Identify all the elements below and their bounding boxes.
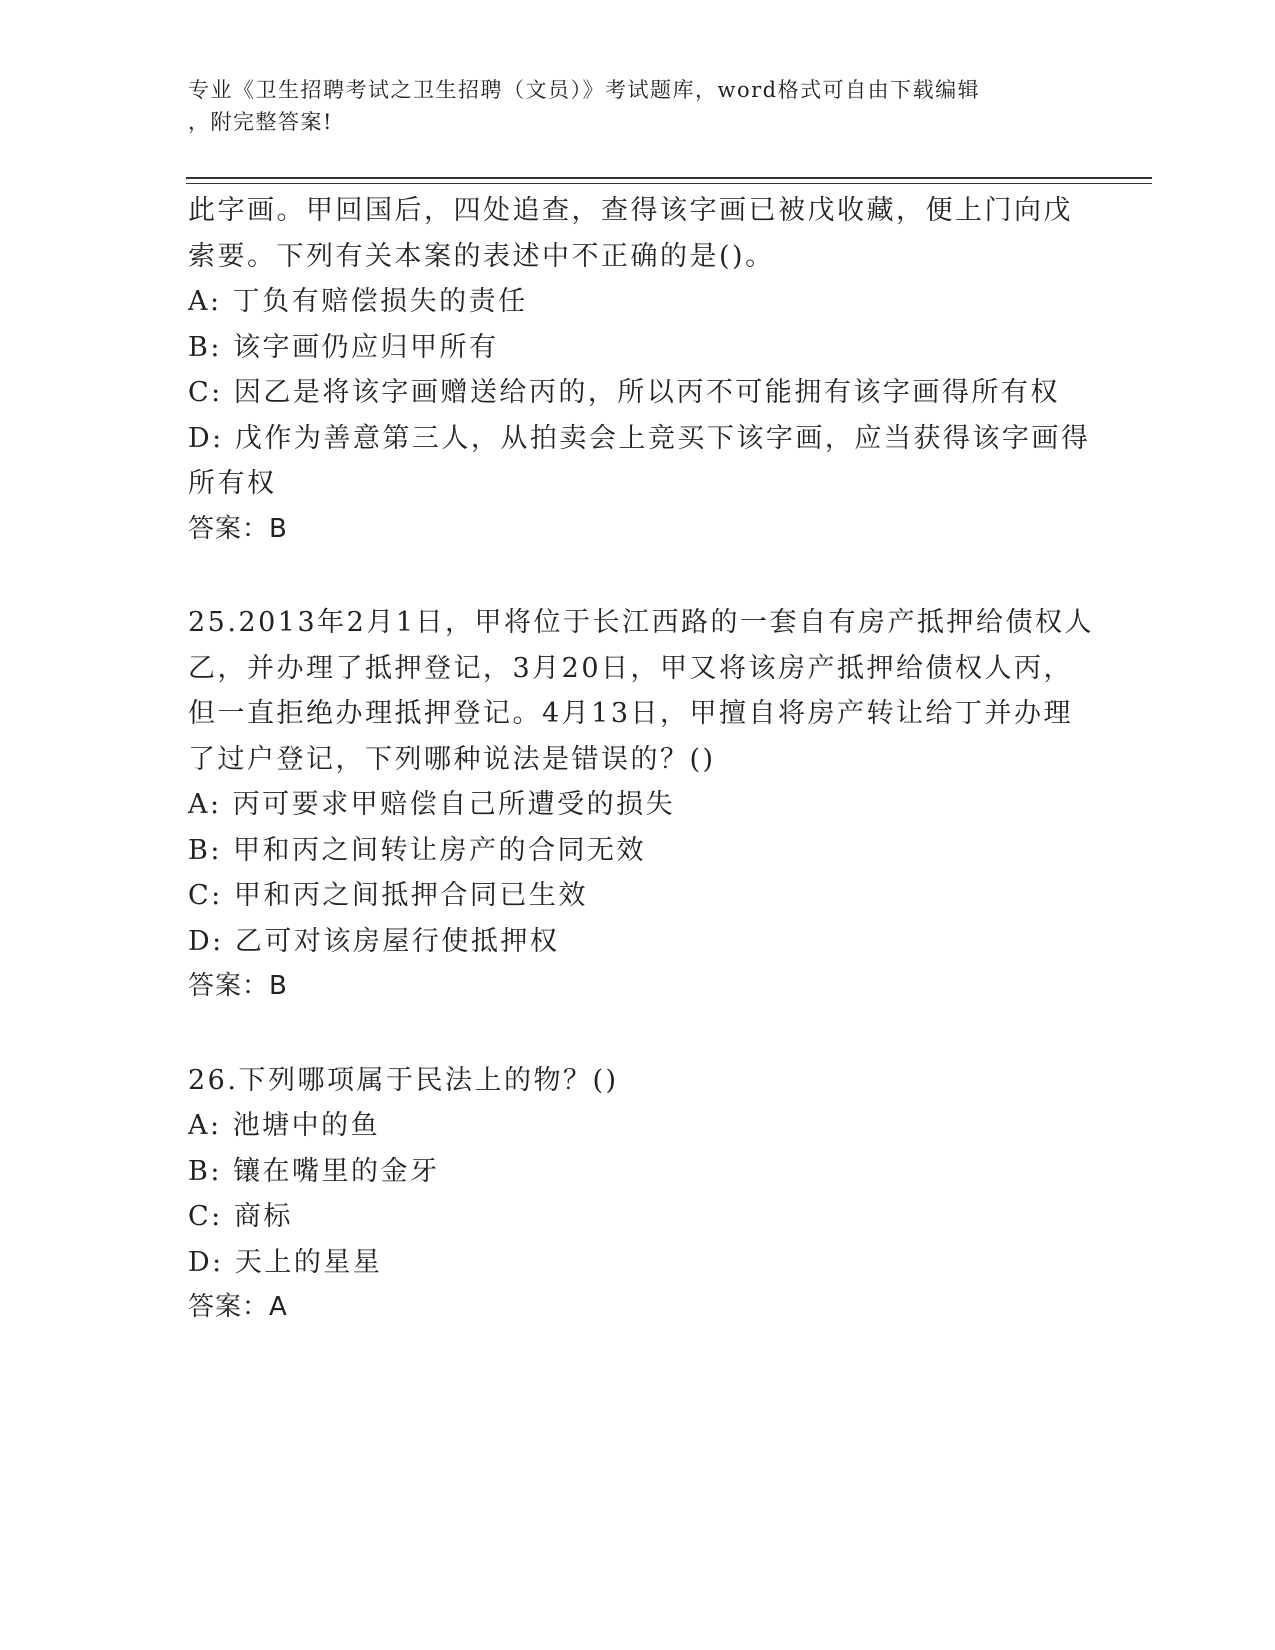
question-24-option-a: A: 丁负有赔偿损失的责任 — [188, 286, 528, 317]
question-25-answer: 答案：B — [188, 971, 288, 1001]
header-divider-thin — [186, 183, 1152, 184]
question-24-stem-line-1: 此字画。甲回国后，四处追查，查得该字画已被戊收藏，便上门向戊 — [188, 195, 1073, 226]
question-26-answer: 答案：A — [188, 1292, 288, 1322]
question-24-option-d-line-2: 所有权 — [188, 468, 277, 499]
question-25-stem-line-2: 乙，并办理了抵押登记，3月20日，甲又将该房产抵押给债权人丙， — [188, 652, 1074, 684]
header-divider-thick — [186, 177, 1152, 179]
question-25-option-b: B: 甲和丙之间转让房产的合同无效 — [188, 834, 647, 866]
question-26-option-c: C: 商标 — [188, 1201, 293, 1232]
question-25 — [188, 600, 1108, 1010]
question-26-stem: 26.下列哪项属于民法上的物？() — [188, 1064, 619, 1096]
question-25-option-a: A: 丙可要求甲赔偿自己所遭受的损失 — [188, 789, 676, 820]
question-24-option-d-line-1: D: 戊作为善意第三人，从拍卖会上竞买下该字画，应当获得该字画得 — [188, 422, 1091, 454]
question-25-stem-line-1: 25.2013年2月1日，甲将位于长江西路的一套自有房产抵押给债权人 — [188, 607, 1095, 638]
question-24-option-b: B: 该字画仍应归甲所有 — [188, 331, 499, 363]
question-26-option-d: D: 天上的星星 — [188, 1246, 383, 1278]
question-25-option-c: C: 甲和丙之间抵押合同已生效 — [188, 880, 588, 911]
question-24-option-c: C: 因乙是将该字画赠送给丙的，所以丙不可能拥有该字画得所有权 — [188, 377, 1060, 408]
question-spacer — [188, 1010, 1108, 1058]
question-spacer — [188, 552, 1108, 600]
document-header — [188, 74, 1088, 138]
question-26 — [188, 1058, 1108, 1331]
header-line-1: 专业《卫生招聘考试之卫生招聘（文员）》考试题库，word格式可自由下载编辑 — [188, 78, 981, 102]
question-24-stem-line-2: 索要。下列有关本案的表述中不正确的是()。 — [188, 240, 775, 272]
question-26-option-a: A: 池塘中的鱼 — [188, 1110, 381, 1141]
question-26-option-b: B: 镶在嘴里的金牙 — [188, 1155, 440, 1187]
question-25-stem-line-4: 了过户登记，下列哪种说法是错误的？() — [188, 743, 716, 775]
question-25-stem-line-3: 但一直拒绝办理抵押登记。4月13日，甲擅自将房产转让给丁并办理 — [188, 698, 1074, 729]
question-24-answer: 答案：B — [188, 513, 288, 544]
question-content — [188, 188, 1108, 1331]
question-25-option-d: D: 乙可对该房屋行使抵押权 — [188, 925, 560, 957]
question-24 — [188, 188, 1108, 552]
header-line-2: ，附完整答案! — [188, 110, 333, 134]
